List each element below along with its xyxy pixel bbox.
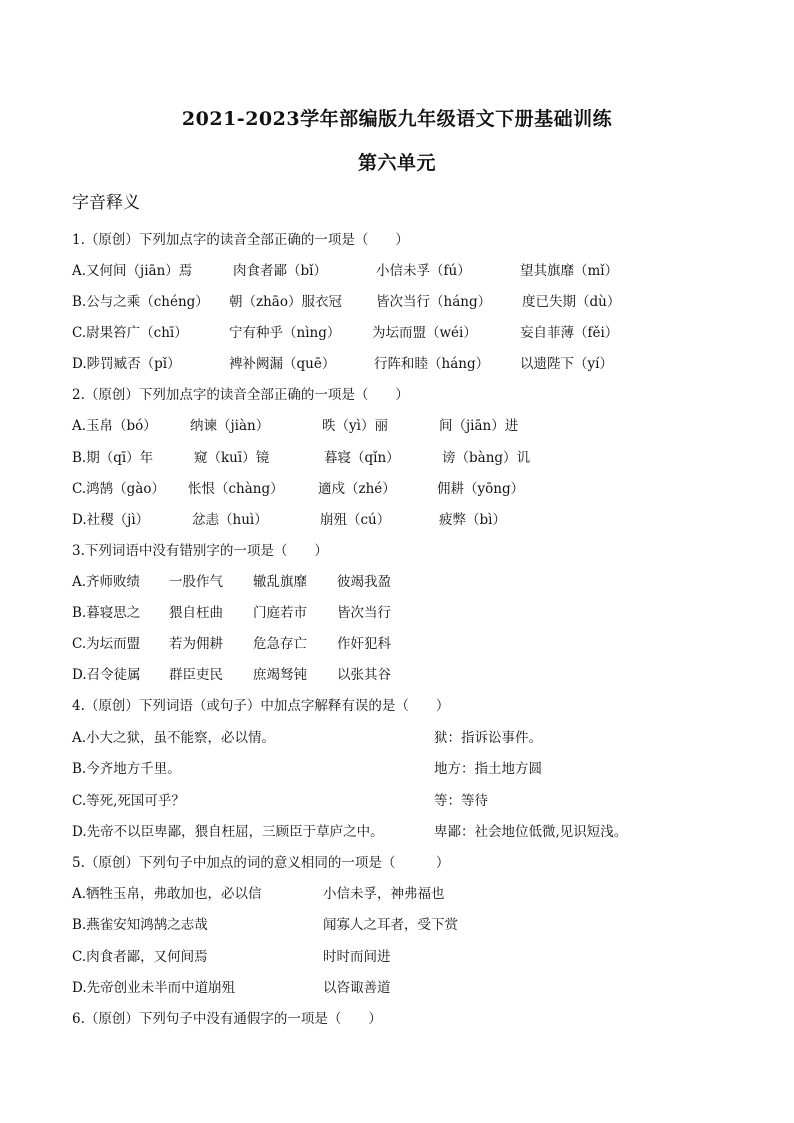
- option-cell: B.期（qī）年: [72, 450, 154, 466]
- option-gloss: 狱：指诉讼事件。: [434, 730, 542, 746]
- option-cell: C.尉果笞广（chī）: [72, 325, 188, 341]
- option-cell: 作奸犯科: [337, 636, 391, 652]
- option-sentence: A.牺牲玉帛，弗敢加也，必以信: [72, 886, 262, 902]
- option-cell: 朝（zhāo）服衣冠: [229, 294, 342, 310]
- option-sentence: B.燕雀安知鸿鹄之志哉: [72, 917, 208, 933]
- option-cell: 皆次当行: [337, 605, 391, 621]
- option-cell: 行阵和睦（háng）: [374, 356, 490, 372]
- option-sentence: 时时而间进: [323, 949, 391, 965]
- option-sentence: C.等死,死国可乎？: [72, 793, 185, 809]
- option-cell: 忿恚（huì）: [192, 512, 268, 528]
- option-sentence: D.先帝创业未半而中道崩殂: [72, 980, 236, 996]
- option-cell: D.召令徒属: [72, 667, 141, 683]
- option-cell: 谤（bàng）讥: [442, 450, 531, 466]
- option-cell: 皆次当行（háng）: [376, 294, 492, 310]
- option-cell: 以张其谷: [337, 667, 391, 683]
- option-cell: C.为坛而盟: [72, 636, 141, 652]
- question-6-stem: 6.（原创）下列句子中没有通假字的一项是（ ）: [72, 1011, 382, 1027]
- option-cell: A.又何间（jiān）焉: [72, 263, 193, 279]
- option-cell: 度已失期（dù）: [522, 294, 621, 310]
- option-cell: 间（jiān）进: [439, 418, 519, 434]
- option-cell: 適戍（zhé）: [318, 481, 396, 497]
- question-4-stem: 4.（原创）下列词语（或句子）中加点字解释有误的是（ ）: [72, 698, 450, 714]
- option-cell: A.玉帛（bó）: [72, 418, 157, 434]
- document-title: 2021-2023学年部编版九年级语文下册基础训练: [181, 108, 613, 130]
- option-cell: 佣耕（yōng）: [437, 481, 525, 497]
- option-gloss: 等：等待: [434, 793, 488, 809]
- option-sentence: 以咨诹善道: [323, 980, 391, 996]
- option-cell: B.暮寝思之: [72, 605, 141, 621]
- question-2-stem: 2.（原创）下列加点字的读音全部正确的一项是（ ）: [72, 387, 409, 403]
- option-sentence: 闻寡人之耳者，受下赏: [323, 917, 458, 933]
- option-cell: 小信未孚（fú）: [376, 263, 471, 279]
- option-cell: A.齐师败绩: [72, 574, 141, 590]
- option-cell: 群臣吏民: [169, 667, 223, 683]
- option-cell: C.鸿鹄（gào）: [72, 481, 165, 497]
- unit-subtitle: 第六单元: [357, 152, 436, 174]
- option-cell: 以遗陛下（yí）: [520, 356, 613, 372]
- option-sentence: A.小大之狱，虽不能察，必以情。: [72, 730, 276, 746]
- option-cell: 一股作气: [169, 574, 223, 590]
- option-cell: 纳谏（jiàn）: [190, 418, 270, 434]
- option-cell: 危急存亡: [253, 636, 307, 652]
- question-5-stem: 5.（原创）下列句子中加点的词的意义相同的一项是（ ）: [72, 855, 450, 871]
- question-3-stem: 3.下列词语中没有错别字的一项是（ ）: [72, 543, 328, 559]
- option-cell: 为坛而盟（wéi）: [372, 325, 477, 341]
- option-cell: 肉食者鄙（bǐ）: [233, 263, 327, 279]
- option-cell: D.陟罚臧否（pǐ）: [72, 356, 181, 372]
- option-cell: 庶竭驽钝: [253, 667, 307, 683]
- question-1-stem: 1.（原创）下列加点字的读音全部正确的一项是（ ）: [72, 232, 409, 248]
- option-cell: 暮寝（qǐn）: [324, 450, 400, 466]
- option-cell: D.社稷（jì）: [72, 512, 150, 528]
- option-cell: 门庭若市: [253, 605, 307, 621]
- option-cell: 宁有种乎（nìng）: [229, 325, 341, 341]
- option-cell: 疲弊（bì）: [439, 512, 506, 528]
- option-sentence: D.先帝不以臣卑鄙，猥自枉屈，三顾臣于草庐之中。: [72, 824, 384, 840]
- option-cell: 猥自枉曲: [169, 605, 223, 621]
- option-cell: 昳（yì）丽: [322, 418, 388, 434]
- option-sentence: C.肉食者鄙，又何间焉: [72, 949, 208, 965]
- option-cell: 辙乱旗靡: [253, 574, 307, 590]
- option-cell: 望其旗靡（mǐ）: [520, 263, 619, 279]
- option-cell: 若为佣耕: [169, 636, 223, 652]
- option-cell: 崩殂（cú）: [320, 512, 391, 528]
- option-cell: 妄自菲薄（fěi）: [520, 325, 619, 341]
- option-cell: 怅恨（chàng）: [188, 481, 284, 497]
- section-heading: 字音释义: [72, 193, 140, 213]
- option-cell: 彼竭我盈: [337, 574, 391, 590]
- option-sentence: 小信未孚，神弗福也: [323, 886, 445, 902]
- option-gloss: 地方：指土地方圆: [434, 761, 542, 777]
- option-cell: B.公与之乘（chéng）: [72, 294, 209, 310]
- option-cell: 裨补阙漏（quē）: [229, 356, 336, 372]
- option-cell: 窥（kuī）镜: [194, 450, 270, 466]
- option-sentence: B.今齐地方千里。: [72, 761, 181, 777]
- option-gloss: 卑鄙：社会地位低微,见识短浅。: [434, 824, 628, 840]
